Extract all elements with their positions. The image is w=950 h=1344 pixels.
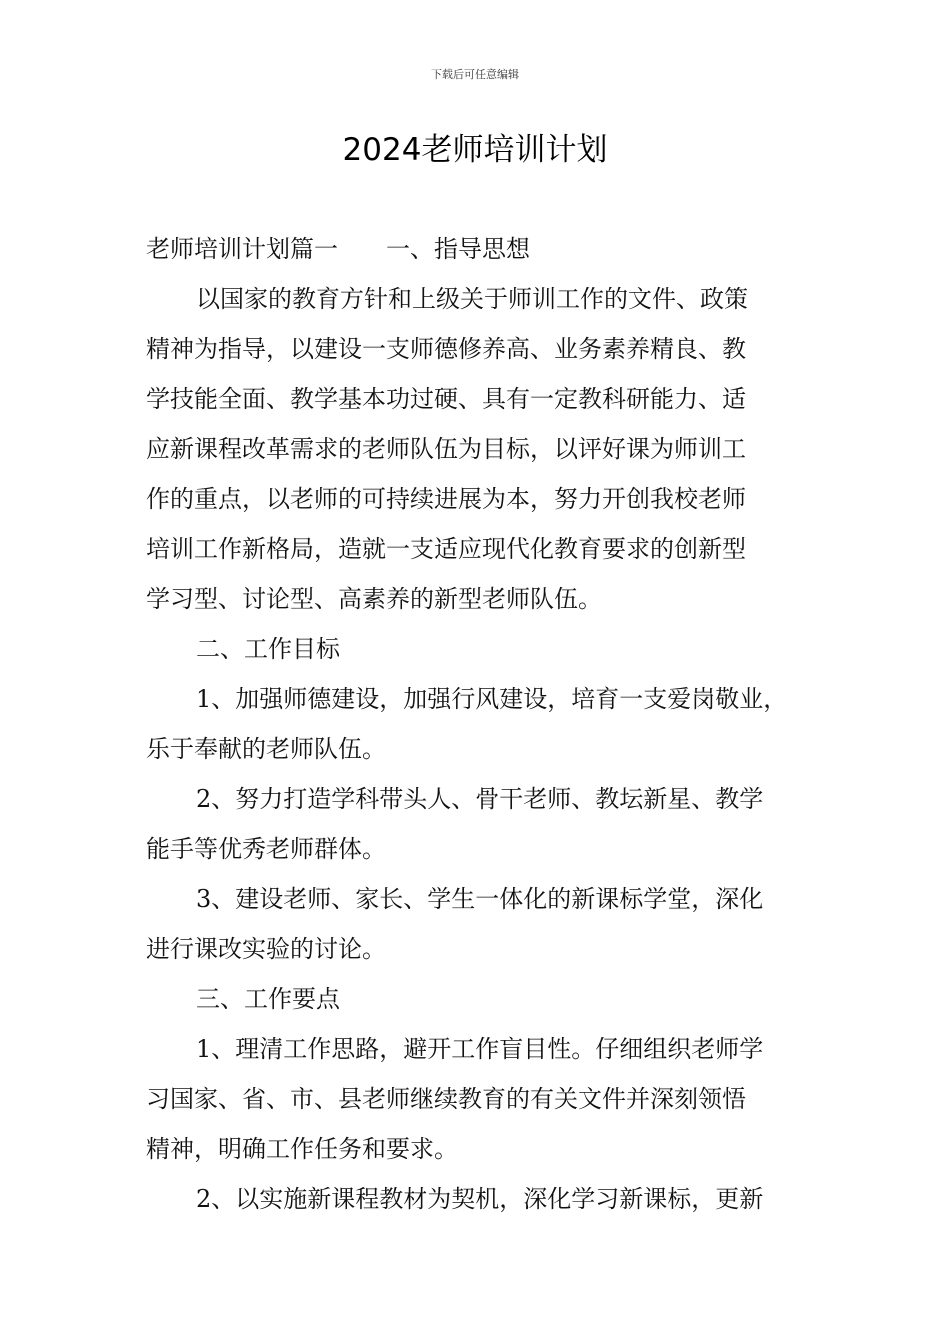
document-body [146, 224, 836, 1224]
guiding-thought-paragraph [146, 274, 836, 624]
key-point-1 [146, 1024, 836, 1174]
part-label: 老师培训计划篇一 [146, 235, 338, 263]
paragraph-line: 2、努力打造学科带头人、骨干老师、教坛新星、教学 [196, 785, 764, 813]
key-point-2 [146, 1174, 836, 1224]
paragraph-line: 乐于奉献的老师队伍。 [146, 735, 386, 763]
intro-line [146, 224, 836, 274]
document-title: 2024老师培训计划 [342, 132, 608, 168]
paragraph-line: 学习型、讨论型、高素养的新型老师队伍。 [146, 585, 602, 613]
goal-1 [146, 674, 836, 774]
section-heading-key-points [146, 974, 836, 1024]
goal-2 [146, 774, 836, 874]
paragraph-line: 3、建设老师、家长、学生一体化的新课标学堂，深化 [196, 885, 764, 913]
paragraph-line: 精神为指导，以建设一支师德修养高、业务素养精良、教 [146, 335, 746, 363]
paragraph-line: 能手等优秀老师群体。 [146, 835, 386, 863]
section-heading-goals [146, 624, 836, 674]
paragraph-line: 应新课程改革需求的老师队伍为目标，以评好课为师训工 [146, 435, 746, 463]
goal-3 [146, 874, 836, 974]
paragraph-line: 进行课改实验的讨论。 [146, 935, 386, 963]
paragraph-line: 习国家、省、市、县老师继续教育的有关文件并深刻领悟 [146, 1085, 746, 1113]
paragraph-line: 1、理清工作思路，避开工作盲目性。仔细组织老师学 [196, 1035, 764, 1063]
heading-line: 三、工作要点 [196, 985, 340, 1013]
paragraph-line: 培训工作新格局，造就一支适应现代化教育要求的创新型 [146, 535, 746, 563]
paragraph-line: 学技能全面、教学基本功过硬、具有一定教科研能力、适 [146, 385, 746, 413]
paragraph-line: 1、加强师德建设，加强行风建设，培育一支爱岗敬业， [196, 685, 788, 713]
section-heading-guiding-thought: 一、指导思想 [386, 235, 530, 263]
paragraph-line: 以国家的教育方针和上级关于师训工作的文件、政策 [196, 285, 748, 313]
heading-line: 二、工作目标 [196, 635, 340, 663]
header-note: 下载后可任意编辑 [431, 68, 519, 81]
paragraph-line: 精神，明确工作任务和要求。 [146, 1135, 458, 1163]
paragraph-line: 作的重点，以老师的可持续进展为本，努力开创我校老师 [146, 485, 746, 513]
paragraph-line: 2、以实施新课程教材为契机，深化学习新课标，更新 [196, 1185, 764, 1213]
